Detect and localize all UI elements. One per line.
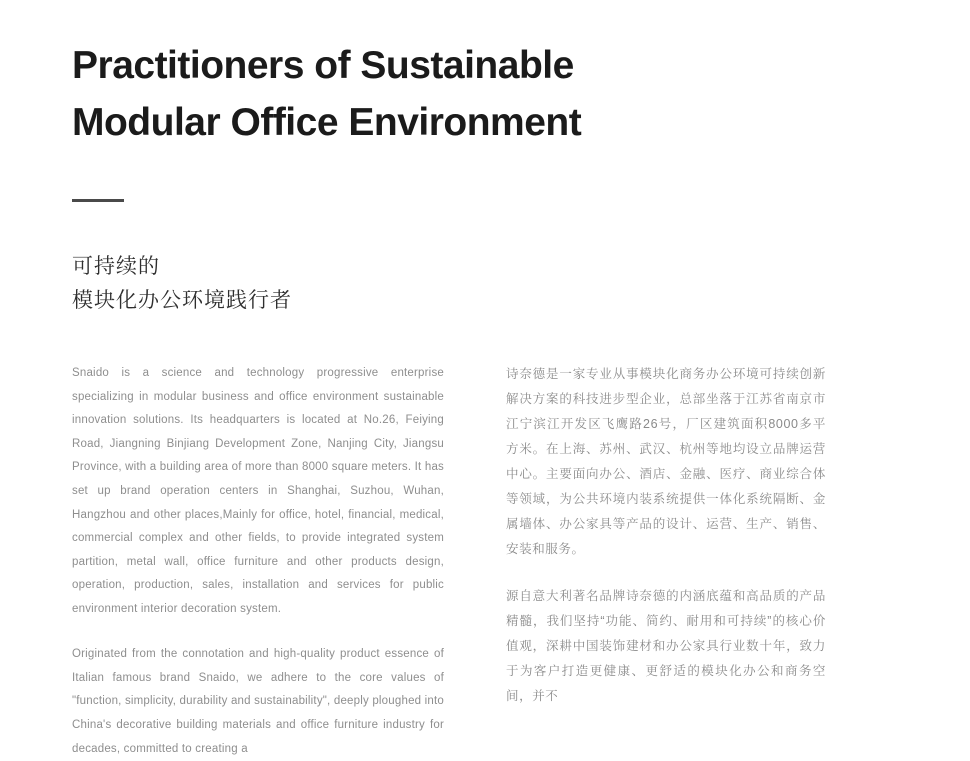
body-columns (72, 362, 898, 761)
page-title-line-1: Practitioners of Sustainable (72, 44, 574, 87)
page-subtitle-line-2: 模块化办公环境践行者 (72, 289, 292, 313)
english-paragraph-1: Snaido is a science and technology progressive enterprise specializing in modular business and office environment sustainable innovation solutions. Its headquarters is located at No.26, Feiying Road, Jiangning Binjiang Development Zone, Nanjing City, Jiangsu Province, with a building area of more than 8000 square meters. It has set up brand operation centers in Shanghai, Suzhou, Wuhan, Hangzhou and other places,Mainly for office, hotel, financial, medical, commercial complex and other fields, to provide integrated system partition, metal wall, office furniture and other products design, operation, production, sales, installation and services for public environment interior decoration system. (72, 367, 444, 615)
page-subtitle-line-1: 可持续的 (72, 255, 160, 279)
page-subtitle (72, 250, 898, 318)
chinese-paragraph-1: 诗奈德是一家专业从事模块化商务办公环境可持续创新解决方案的科技进步型企业，总部坐落于江苏省南京市江宁滨江开发区飞鹰路26号，厂区建筑面积8000多平方米。在上海、苏州、武汉、杭州等地均设立品牌运营中心。主要面向办公、酒店、金融、医疗、商业综合体等领域，为公共环境内装系统提供一体化系统隔断、金属墙体、办公家具等产品的设计、运营、生产、销售、安装和服务。 (506, 367, 826, 557)
english-paragraph-2: Originated from the connotation and high-quality product essence of Italian famous brand Snaido, we adhere to the core values of "function, simplicity, durability and sustainability", deeply ploughed into China's decorative building materials and office furniture industry for decades, committed to creating a (72, 648, 444, 755)
chinese-column (506, 362, 826, 761)
chinese-paragraph-2: 源自意大利著名品牌诗奈德的内涵底蕴和高品质的产品精髓，我们坚持“功能、简约、耐用和可持续”的核心价值观，深耕中国装饰建材和办公家具行业数十年，致力于为客户打造更健康、更舒适的模块化办公和商务空间，并不 (506, 589, 826, 704)
page-title-line-2: Modular Office Environment (72, 100, 582, 144)
page-title (72, 0, 692, 151)
english-column (72, 362, 444, 761)
title-divider (72, 199, 124, 202)
